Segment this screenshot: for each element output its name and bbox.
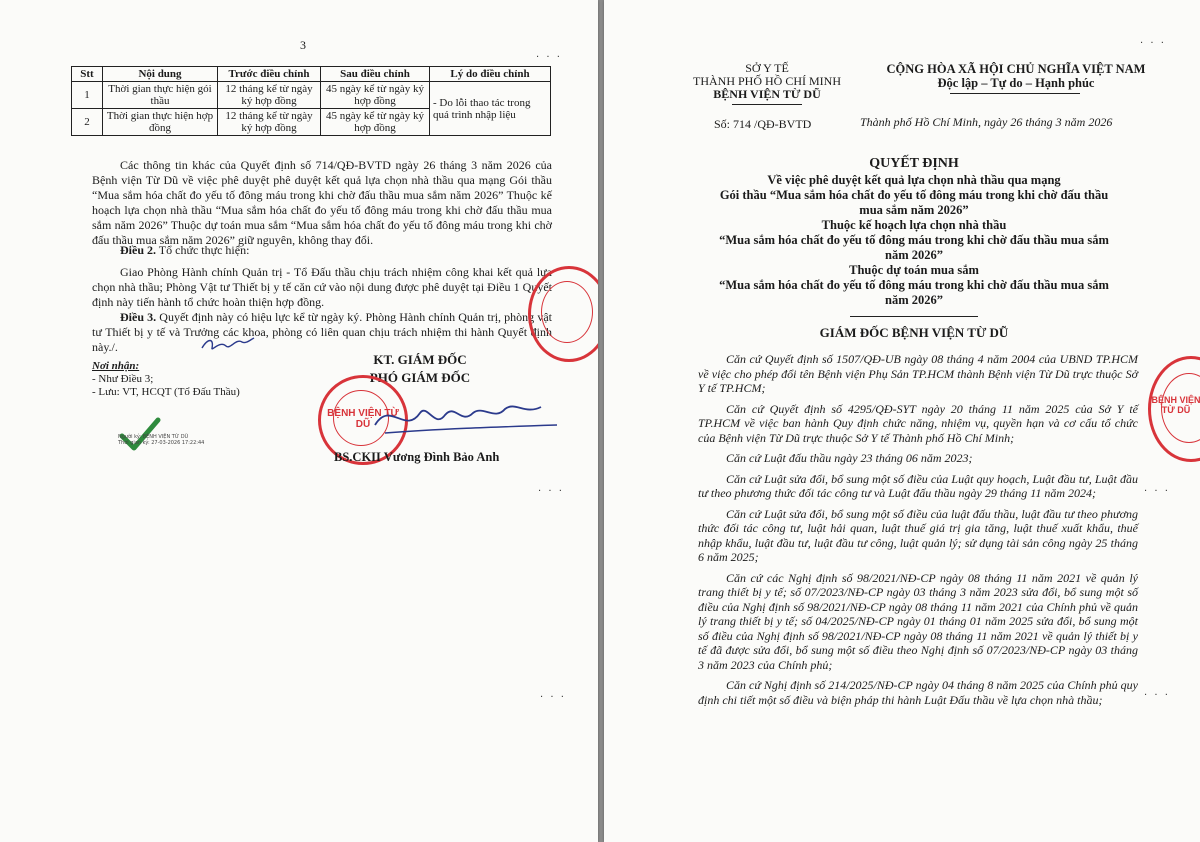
col-header-stt: Stt bbox=[72, 67, 103, 82]
cell-before: 12 tháng kể từ ngày ký hợp đồng bbox=[218, 109, 321, 136]
agency-line-2: THÀNH PHỐ HỒ CHÍ MINH bbox=[693, 74, 841, 88]
cell-stt: 1 bbox=[72, 82, 103, 109]
agency-underline bbox=[732, 104, 802, 105]
issuing-authority: GIÁM ĐỐC BỆNH VIỆN TỪ DŨ bbox=[819, 325, 1009, 340]
cell-content: Thời gian thực hiện gói thầu bbox=[103, 82, 218, 109]
document-number: Số: 714 /QĐ-BVTD bbox=[714, 117, 812, 131]
scan-speck: · · · bbox=[1140, 38, 1166, 49]
stamp-text: BỆNH VIỆN TỪ DŨ bbox=[327, 408, 399, 430]
table-header-row bbox=[72, 67, 551, 82]
cell-stt: 2 bbox=[72, 109, 103, 136]
table-row bbox=[72, 82, 551, 109]
place-and-date: Thành phố Hồ Chí Minh, ngày 26 tháng 3 năm 2026 bbox=[860, 115, 1113, 129]
nation-line-1: CỘNG HÒA XÃ HỘI CHỦ NGHĨA VIỆT NAM bbox=[886, 62, 1146, 76]
legal-basis-item: Căn cứ các Nghị định số 98/2021/NĐ-CP ngày 08 tháng 11 năm 2021 về quản lý trang thiết bị y tế; số 07/2023/NĐ-CP ngày 03 tháng 3 năm 2023 sửa đổi, bổ sung một số điều của Nghị định số 98/2021/NĐ-CP ngày 08 tháng 11 năm 2021 của Chính phủ về quản lý trang thiết bị y tế; số 04/2025/NĐ-CP ngày 01 tháng 01 năm 2025 sửa đổi, bổ sung một số điều của Nghị định số 98/2021/NĐ-CP ngày 08 tháng 11 năm 2021 về quản lý thiết bị y tế đã được sửa đổi, bổ sung một số điều theo Nghị định số 07/2023/NĐ-CP ngày 03 tháng 3 năm 2023 của Chính phủ; bbox=[698, 570, 1138, 672]
article-3 bbox=[92, 310, 552, 355]
nation-line-2: Độc lập – Tự do – Hạnh phúc bbox=[937, 76, 1095, 90]
legal-basis-item: Căn cứ Nghị định số 214/2025/NĐ-CP ngày 04 tháng 8 năm 2025 của Chính phủ quy định chi tiết một số điều và biện pháp thi hành Luật Đấu thầu về lựa chọn nhà thầu; bbox=[698, 678, 1138, 707]
legal-basis-item: Căn cứ Luật sửa đổi, bổ sung một số điều của Luật quy hoạch, Luật đầu tư, Luật đầu tư theo phương thức đối tác công tư và Luật đấu thầu ngày 29 tháng 11 năm 2024; bbox=[698, 471, 1138, 500]
scan-speck: · · · bbox=[540, 692, 566, 703]
article-2-heading bbox=[92, 243, 552, 258]
agency-header bbox=[692, 62, 842, 101]
legal-basis-item: Căn cứ Quyết định số 1507/QĐ-UB ngày 08 tháng 4 năm 2004 của UBND TP.HCM về việc cho phép đổi tên Bệnh viện Phụ Sản TP.HCM thành Bệnh viện Từ Dũ trực thuộc Sở Y tế TP.HCM; bbox=[698, 352, 1138, 395]
cell-after: 45 ngày kể từ ngày ký hợp đồng bbox=[321, 82, 430, 109]
col-header-content: Nội dung bbox=[103, 67, 218, 82]
cell-after: 45 ngày kể từ ngày ký hợp đồng bbox=[321, 109, 430, 136]
stamp-text: BỆNH VIỆN TỪ DŨ bbox=[1151, 395, 1200, 415]
margin-seal-fragment bbox=[1148, 356, 1200, 462]
legal-basis-item: Căn cứ Luật sửa đổi, bổ sung một số điều của luật đấu thầu, luật đầu tư theo phương thức đối tác công tư, luật hải quan, luật thuế giá trị gia tăng, luật thuế xuất khẩu, thuế nhập khẩu, luật đầu tư, luật đầu tư công, luật quản lý; sử dụng tài sản công ngày 25 tháng 6 năm 2025; bbox=[698, 506, 1138, 564]
document-page-right bbox=[604, 0, 1200, 842]
article-3-body: Quyết định này có hiệu lực kể từ ngày ký. Phòng Hành chính Quản trị, phòng vật tư Thiết bị y tế và Trưởng các khoa, phòng có liên quan chịu trách nhiệm thi hành Quyết định này./. bbox=[92, 310, 552, 354]
handwritten-signature bbox=[365, 395, 565, 445]
decision-title: QUYẾT ĐỊNH bbox=[869, 156, 959, 171]
article-3-label: Điều 3. bbox=[120, 310, 157, 324]
legal-basis-item: Căn cứ Luật đấu thầu ngày 23 tháng 06 năm 2023; bbox=[726, 451, 973, 465]
scan-speck: · · · bbox=[538, 486, 564, 497]
legal-bases bbox=[698, 352, 1138, 713]
digital-signature-info: Người ký: BỆNH VIỆN TỪ DŨ Thời gian ký: 27-03-2026 17:22:44 bbox=[118, 434, 205, 446]
agency-line-1: SỞ Y TẾ bbox=[745, 61, 789, 75]
article-2-body: Giao Phòng Hành chính Quản trị - Tổ Đấu thầu chịu trách nhiệm công khai kết quả lựa chọn nhà thầu; Phòng Vật tư Thiết bị y tế căn cứ vào nội dung được phê duyệt tại Điều 1 Quyết định này tiến hành tổ chức hoàn thiện hợp đồng. bbox=[92, 265, 552, 309]
handwritten-initials bbox=[198, 334, 258, 354]
adjustment-table bbox=[71, 66, 551, 136]
decision-subtitle: Về việc phê duyệt kết quả lựa chọn nhà thầu qua mạng Gói thầu “Mua sắm hóa chất đo yếu tố đông máu trong khi chờ đấu thầu mua sắm năm 2026” Thuộc kế hoạch lựa chọn nhà thầu “Mua sắm hóa chất đo yếu tố đông máu trong khi chờ đấu thầu mua sắm năm 2026” Thuộc dự toán mua sắm “Mua sắm hóa chất đo yếu tố đông máu trong khi chờ đấu thầu mua sắm năm 2026” bbox=[719, 173, 1109, 307]
recipient-item: - Lưu: VT, HCQT (Tổ Đấu Thầu) bbox=[92, 386, 240, 398]
paragraph-other-info: Các thông tin khác của Quyết định số 714/QĐ-BVTD ngày 26 tháng 3 năm 2026 của Bệnh viện Từ Dũ về việc phê duyệt phê duyệt kết quả lựa chọn nhà thầu qua mạng Gói thầu “Mua sắm hóa chất đo yếu tố đông máu trong khi chờ đấu thầu mua sắm năm 2026” Thuộc kế hoạch lựa chọn nhà thầu “Mua sắm hóa chất đo yếu tố đông máu trong khi chờ đấu thầu mua sắm năm 2026” Thuộc dự toán mua sắm “Mua sắm hóa chất đo yếu tố đông máu trong khi chờ đấu thầu mua sắm năm 2026” giữ nguyên, không thay đổi. bbox=[92, 158, 552, 247]
document-page-left bbox=[0, 0, 598, 842]
scan-speck: · · · bbox=[1144, 486, 1170, 497]
cell-before: 12 tháng kể từ ngày ký hợp đồng bbox=[218, 82, 321, 109]
scan-speck: · · · bbox=[536, 52, 562, 63]
signer-title-1: KT. GIÁM ĐỐC bbox=[373, 352, 467, 367]
scan-speck: · · · bbox=[1144, 690, 1170, 701]
article-2-label: Điều 2. bbox=[120, 243, 156, 257]
col-header-reason: Lý do điều chỉnh bbox=[430, 67, 551, 82]
national-motto bbox=[858, 62, 1174, 90]
article-2-heading-text: Tổ chức thực hiện: bbox=[156, 243, 250, 257]
signer-name: BS.CKII Vương Đình Bảo Anh bbox=[334, 450, 500, 464]
cell-content: Thời gian thực hiện hợp đồng bbox=[103, 109, 218, 136]
col-header-before: Trước điều chỉnh bbox=[218, 67, 321, 82]
page-number: 3 bbox=[300, 38, 306, 52]
col-header-after: Sau điều chỉnh bbox=[321, 67, 430, 82]
recipient-item: - Như Điều 3; bbox=[92, 373, 154, 385]
legal-basis-item: Căn cứ Quyết định số 4295/QĐ-SYT ngày 20 tháng 11 năm 2025 của Sở Y tế TP.HCM về việc ban hành Quy định chức năng, nhiệm vụ, quyền hạn và cơ cấu tổ chức của Bệnh viện Từ Dũ trực thuộc Sở Y tế Thành phố Hồ Chí Minh; bbox=[698, 401, 1138, 445]
recipients-title: Nơi nhận: bbox=[92, 360, 140, 372]
title-underline bbox=[850, 316, 978, 317]
motto-underline bbox=[950, 93, 1080, 94]
agency-line-3: BỆNH VIỆN TỪ DŨ bbox=[713, 87, 821, 101]
cell-reason: - Do lỗi thao tác trong quá trình nhập liệu bbox=[430, 82, 551, 136]
signer-title-2: PHÓ GIÁM ĐỐC bbox=[369, 370, 471, 385]
